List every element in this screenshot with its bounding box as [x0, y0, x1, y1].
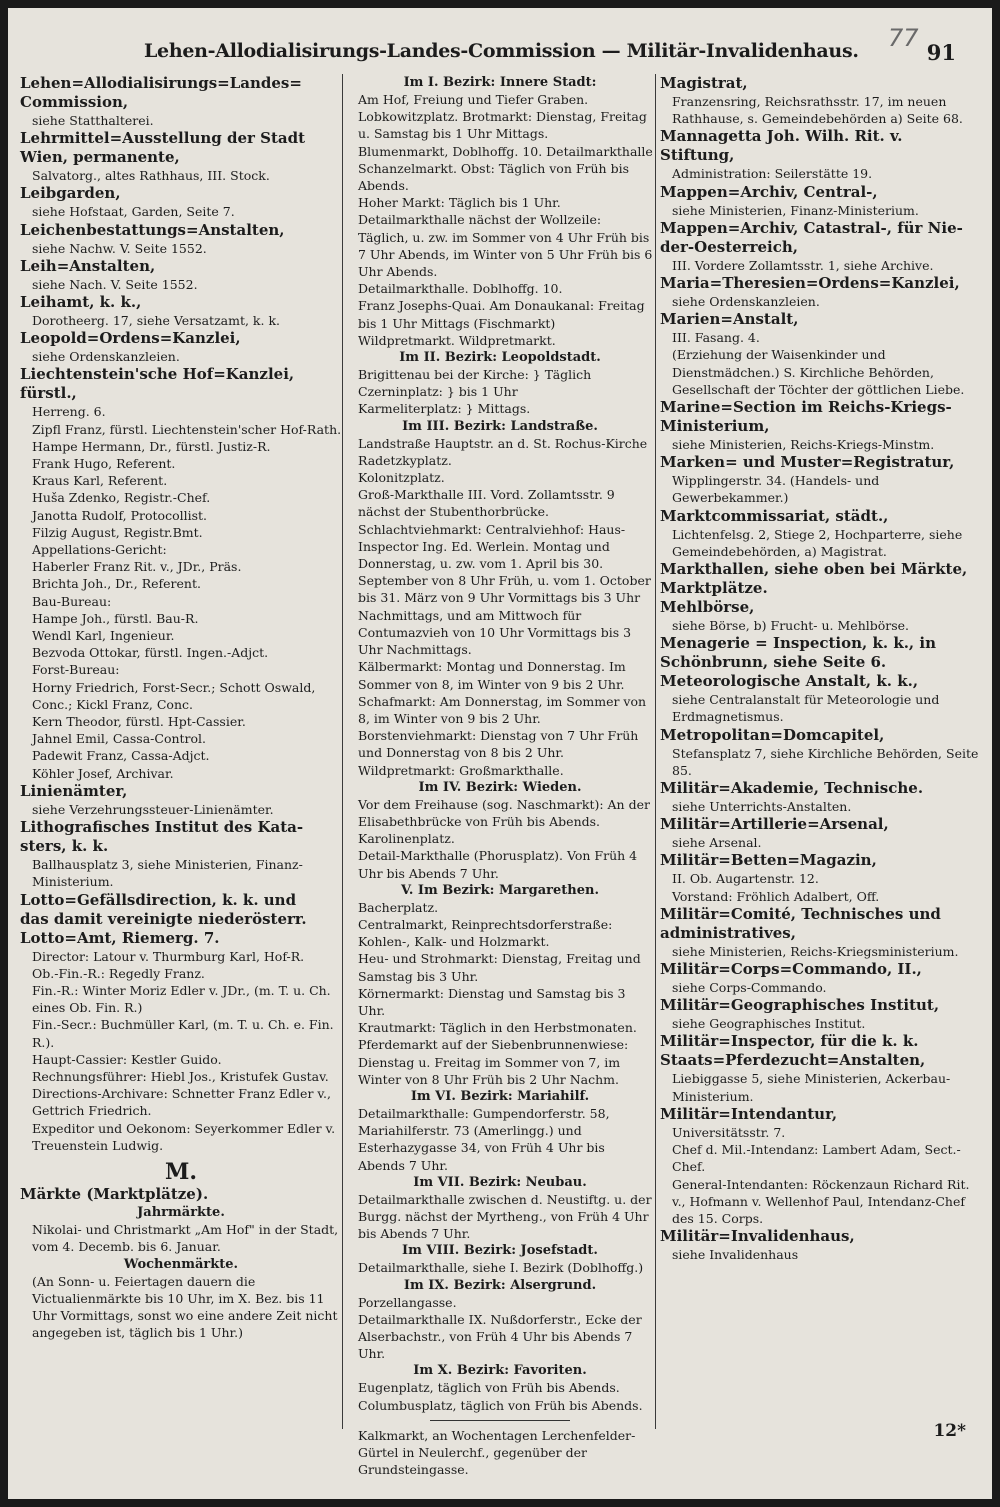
entry-heading: Marktcommissariat, städt.,	[660, 506, 889, 525]
section-subheading: Im III. Bezirk: Landstraße.	[402, 418, 598, 434]
text-line: Radetzkyplatz.	[358, 452, 452, 468]
entry-heading-cont: Wien, permanente,	[20, 148, 180, 167]
entry-heading: Leichenbestattungs=Anstalten,	[20, 220, 285, 239]
entry-heading: Militär=Artillerie=Arsenal,	[660, 815, 889, 834]
directory-entry	[20, 129, 342, 184]
text-line: Schanzelmarkt. Obst: Täglich von Früh bis Abends.	[358, 160, 629, 194]
entry-line: Herreng. 6.	[32, 404, 106, 420]
entry-line: Directions-Archivare: Schnetter Franz Edler v., Gettrich Friedrich.	[32, 1086, 331, 1119]
section-subheading: Jahrmärkte.	[137, 1205, 225, 1221]
printer-signature: 12*	[933, 1421, 966, 1441]
entry-line: Haupt-Cassier: Kestler Guido.	[32, 1051, 222, 1067]
directory-entry	[660, 598, 982, 634]
section-subheading: Im VI. Bezirk: Mariahilf.	[410, 1088, 590, 1104]
entry-heading: Militär=Inspector, für die k. k.	[660, 1032, 919, 1051]
entry-heading: Lehrmittel=Ausstellung der Stadt	[20, 129, 306, 148]
entry-line: Chef d. Mil.-Intendanz: Lambert Adam, Sect.-Chef.	[672, 1142, 961, 1175]
directory-entry	[660, 127, 982, 182]
text-line: Franz Josephs-Quai. Am Donaukanal: Freitag bis 1 Uhr Mittags (Fischmarkt)	[358, 298, 645, 331]
entry-heading: Militär=Comité, Technisches und	[660, 904, 941, 923]
entry-heading: Lithografisches Institut des Kata-	[20, 818, 304, 837]
entry-line: Kraus Karl, Referent.	[32, 473, 168, 489]
entry-line: siehe Corps-Commando.	[672, 980, 827, 996]
entry-line: Köhler Josef, Archivar.	[32, 765, 174, 781]
directory-entry	[20, 818, 342, 890]
text-line: Landstraße Hauptstr. an d. St. Rochus-Kirche	[358, 435, 648, 451]
text-line: Wildpretmarkt: Großmarkthalle.	[358, 762, 564, 778]
entry-heading-cont: Stiftung,	[660, 146, 735, 165]
page-number: 91	[926, 40, 956, 65]
section-subheading: Im I. Bezirk: Innere Stadt:	[403, 75, 597, 90]
text-line: Blumenmarkt, Doblhoffg. 10. Detailmarkthalle	[358, 143, 653, 159]
directory-entry	[660, 310, 982, 398]
directory-entry	[20, 293, 342, 329]
entry-heading-cont: Staats=Pferdezucht=Anstalten,	[660, 1051, 926, 1070]
entry-heading: Maria=Theresien=Ordens=Kanzlei,	[660, 274, 960, 293]
entry-heading-cont: sters, k. k.	[20, 837, 109, 856]
separator-rule	[430, 1420, 570, 1421]
entry-line: siehe Centralanstalt für Meteorologie und Erdmagnetismus.	[672, 692, 940, 725]
directory-entry	[660, 634, 982, 672]
entry-line: Huša Zdenko, Registr.-Chef.	[32, 490, 211, 506]
entry-line: Hampe Hermann, Dr., fürstl. Justiz-R.	[32, 438, 271, 454]
directory-entry	[660, 672, 982, 725]
column-middle	[346, 74, 654, 1478]
section-subheading: V. Im Bezirk: Margarethen.	[401, 882, 599, 898]
text-line: Am Hof, Freiung und Tiefer Graben.	[358, 92, 589, 107]
entry-line: Franzensring, Reichsrathsstr. 17, im neuen Rathhause, s. Gemeindebehörden a) Seite 68.	[672, 94, 963, 127]
text-line: Brigittenau bei der Kirche: } Täglich	[358, 367, 592, 383]
text-line: Kohlen-, Kalk- und Holzmarkt.	[358, 934, 550, 950]
entry-line: Ob.-Fin.-R.: Regedly Franz.	[32, 965, 205, 981]
entry-heading: Mehlbörse,	[660, 598, 755, 617]
entry-heading: Militär=Intendantur,	[660, 1104, 838, 1123]
column-divider	[655, 74, 656, 1429]
text-line: Nikolai- und Christmarkt „Am Hof" in der Stadt, vom 4. Decemb. bis 6. Januar.	[32, 1222, 339, 1255]
entry-line: siehe Ministerien, Finanz-Ministerium.	[672, 202, 919, 218]
entry-line: siehe Börse, b) Frucht- u. Mehlbörse.	[672, 618, 910, 634]
text-line: Hoher Markt: Täglich bis 1 Uhr.	[358, 195, 561, 211]
text-line: Wildpretmarkt. Wildpretmarkt.	[358, 332, 556, 348]
directory-entry	[660, 274, 982, 310]
entry-line: Kern Theodor, fürstl. Hpt-Cassier.	[32, 714, 246, 730]
entry-line: Ballhausplatz 3, siehe Ministerien, Finanz-Ministerium.	[32, 857, 303, 890]
section-subheading: Im IX. Bezirk: Alsergrund.	[403, 1277, 597, 1293]
text-line: Körnermarkt: Dienstag und Samstag bis 3 Uhr.	[358, 985, 626, 1018]
entry-line: siehe Verzehrungssteuer-Linienämter.	[32, 801, 274, 817]
entry-line: siehe Unterrichts-Anstalten.	[672, 799, 852, 815]
column-divider	[342, 74, 343, 1429]
entry-line: II. Ob. Augartenstr. 12.	[672, 871, 819, 887]
entry-line: (Erziehung der Waisenkinder und Dienstmädchen.) S. Kirchliche Behörden, Gesellschaft der Töchter der göttlichen Liebe.	[672, 347, 965, 397]
entry-heading: Markthallen, siehe oben bei Märkte,	[660, 560, 968, 579]
directory-entry	[20, 1185, 342, 1204]
entry-line: Jahnel Emil, Cassa-Control.	[32, 731, 207, 747]
entry-line: siehe Ordenskanzleien.	[672, 294, 820, 310]
entry-line: Filzig August, Registr.Bmt.	[32, 524, 203, 540]
entry-line: siehe Nachw. V. Seite 1552.	[32, 240, 207, 256]
directory-entry	[660, 1105, 982, 1227]
section-letter: M.	[164, 1158, 197, 1185]
text-line: Schafmarkt: Am Donnerstag, im Sommer von 8, im Winter von 9 bis 2 Uhr.	[358, 693, 647, 726]
text-line: Detail-Markthalle (Phorusplatz). Von Früh 4 Uhr bis Abends 7 Uhr.	[358, 848, 638, 881]
entry-line: Rechnungsführer: Hiebl Jos., Kristufek Gustav.	[32, 1068, 329, 1084]
directory-entry	[660, 996, 982, 1032]
text-line: Porzellangasse.	[358, 1294, 457, 1310]
entry-heading-cont: das damit vereinigte niederösterr.	[20, 909, 307, 928]
entry-heading: Linienämter,	[20, 781, 128, 800]
entry-line: III. Vordere Zollamtsstr. 1, siehe Archive.	[672, 257, 934, 273]
entry-line: Horny Friedrich, Forst-Secr.; Schott Oswald, Conc.; Kickl Franz, Conc.	[32, 679, 316, 712]
entry-heading: Mappen=Archiv, Central-,	[660, 182, 878, 201]
section-subheading: Im II. Bezirk: Leopoldstadt.	[399, 350, 601, 366]
entry-line: Padewit Franz, Cassa-Adjct.	[32, 748, 210, 764]
column-left	[20, 74, 342, 1464]
directory-entry	[660, 960, 982, 996]
entry-line: Wipplingerstr. 34. (Handels- und Gewerbekammer.)	[672, 473, 880, 506]
entry-line: siehe Invalidenhaus	[672, 1247, 799, 1263]
entry-line: siehe Ministerien, Reichs-Kriegsministerium.	[672, 943, 959, 959]
section-subheading: Im VII. Bezirk: Neubau.	[413, 1174, 587, 1190]
pencil-annotation: 77	[888, 24, 919, 52]
directory-entry	[20, 329, 342, 365]
entry-heading: Leibgarden,	[20, 184, 121, 203]
entry-heading: Märkte (Marktplätze).	[20, 1185, 209, 1204]
entry-line: Janotta Rudolf, Protocollist.	[32, 507, 208, 523]
section-subheading: Im X. Bezirk: Favoriten.	[413, 1363, 587, 1379]
entry-heading: Militär=Corps=Commando, II.,	[660, 960, 922, 979]
entry-line: Appellations-Gericht:	[32, 542, 167, 558]
text-line: Detailmarkthalle zwischen d. Neustiftg. u. der Burgg. nächst der Myrtheng., von Früh 4 Uhr bis Abends 7 Uhr.	[358, 1191, 652, 1242]
text-line: Centralmarkt, Reinprechtsdorferstraße:	[358, 916, 613, 932]
section-subheading: Im VIII. Bezirk: Josefstadt.	[402, 1243, 598, 1259]
text-line: Detailmarkthalle, siehe I. Bezirk (Doblhoffg.)	[358, 1260, 644, 1276]
entry-heading-cont: Commission,	[20, 93, 129, 111]
text-line: Pferdemarkt auf der Siebenbrunnenwiese: Dienstag u. Freitag im Sommer von 7, im Winter von 8 Uhr Früh bis 2 Uhr Nachm.	[358, 1037, 629, 1087]
entry-heading: Meteorologische Anstalt, k. k.,	[660, 672, 919, 691]
entry-heading: Magistrat,	[660, 74, 748, 92]
entry-line: Dorotheerg. 17, siehe Versatzamt, k. k.	[32, 313, 280, 329]
entry-heading: Metropolitan=Domcapitel,	[660, 725, 885, 744]
directory-entry	[20, 782, 342, 818]
directory-entry	[20, 184, 342, 220]
entry-line: Universitätsstr. 7.	[672, 1124, 786, 1140]
entry-line: Director: Latour v. Thurmburg Karl, Hof-R.	[32, 948, 305, 964]
text-line: Detailmarkthalle. Doblhoffg. 10.	[358, 281, 563, 297]
directory-entry	[660, 779, 982, 815]
entry-heading: Menagerie = Inspection, k. k., in	[660, 634, 936, 653]
entry-heading: Marien=Anstalt,	[660, 310, 799, 329]
entry-heading-cont: Ministerium,	[660, 417, 770, 436]
section-subheading: Im IV. Bezirk: Wieden.	[418, 779, 582, 795]
directory-entry	[660, 183, 982, 219]
entry-heading: Lotto=Gefällsdirection, k. k. und	[20, 890, 297, 909]
directory-entry	[20, 929, 342, 1154]
directory-entry	[660, 851, 982, 904]
entry-line: siehe Ministerien, Reichs-Kriegs-Minstm.	[672, 437, 935, 453]
entry-line: Administration: Seilerstätte 19.	[672, 166, 873, 182]
entry-heading: Leihamt, k. k.,	[20, 293, 142, 312]
entry-heading: Marken= und Muster=Registratur,	[660, 453, 955, 472]
text-line: (An Sonn- u. Feiertagen dauern die Victualienmärkte bis 10 Uhr, im X. Bez. bis 11 Uhr Vormittags, sonst wo eine andere Zeit nicht angegeben ist, täglich bis 1 Uhr.)	[32, 1273, 338, 1341]
text-line: Columbusplatz, täglich von Früh bis Abends.	[358, 1397, 643, 1413]
entry-heading: Lehen=Allodialisirungs=Landes=	[20, 74, 302, 92]
directory-entry	[660, 905, 982, 960]
entry-line: Lichtenfelsg. 2, Stiege 2, Hochparterre, siehe Gemeindebehörden, a) Magistrat.	[672, 526, 963, 559]
column-right	[660, 74, 982, 1464]
entry-line: Frank Hugo, Referent.	[32, 456, 176, 472]
entry-line: Stefansplatz 7, siehe Kirchliche Behörden, Seite 85.	[672, 745, 979, 778]
entry-heading: Mannagetta Joh. Wilh. Rit. v.	[660, 127, 903, 146]
entry-heading-cont: administratives,	[660, 923, 796, 942]
text-line: Detailmarkthalle IX. Nußdorferstr., Ecke der Alserbachstr., von Früh 4 Uhr bis Abends 7 Uhr.	[358, 1311, 642, 1362]
entry-heading: Militär=Betten=Magazin,	[660, 851, 877, 870]
directory-entry	[660, 560, 982, 598]
directory-entry	[660, 815, 982, 851]
directory-entry	[20, 891, 342, 929]
entry-line: Zipfl Franz, fürstl. Liechtenstein'scher Hof-Rath.	[32, 421, 342, 437]
entry-line: Expeditor und Oekonom: Seyerkommer Edler v. Treuenstein Ludwig.	[32, 1120, 336, 1153]
entry-line: Forst-Bureau:	[32, 662, 120, 678]
entry-heading: Marine=Section im Reichs-Kriegs-	[660, 398, 952, 417]
text-line: Kalkmarkt, an Wochentagen Lerchenfelder-Gürtel in Neulerchf., gegenüber der Grundsteingasse.	[358, 1427, 636, 1478]
entry-line: Bau-Bureau:	[32, 593, 112, 609]
text-line: Czerninplatz: } bis 1 Uhr	[358, 384, 518, 400]
entry-line: Fin.-R.: Winter Moriz Edler v. JDr., (m. T. u. Ch. eines Ob. Fin. R.)	[32, 982, 331, 1016]
entry-heading-cont: Marktplätze.	[660, 579, 768, 598]
text-line: Detailmarkthalle nächst der Wollzeile: Täglich, u. zw. im Sommer von 4 Uhr Früh bis 7 Uhr Abends, im Winter von 5 Uhr Früh bis 6 Uhr Abends.	[358, 212, 653, 280]
section-subheading: Wochenmärkte.	[123, 1256, 239, 1272]
directory-entry	[660, 507, 982, 560]
entry-line: Haberler Franz Rit. v., JDr., Präs.	[32, 559, 242, 575]
text-line: Karmeliterplatz: } Mittags.	[358, 401, 531, 417]
entry-line: III. Fasang. 4.	[672, 330, 760, 346]
directory-entry	[660, 1227, 982, 1263]
entry-line: siehe Arsenal.	[672, 835, 762, 851]
entry-line: siehe Ordenskanzleien.	[32, 349, 180, 365]
entry-line: Wendl Karl, Ingenieur.	[32, 628, 175, 644]
text-line: Karolinenplatz.	[358, 831, 455, 847]
entry-line: Brichta Joh., Dr., Referent.	[32, 576, 201, 592]
entry-line: siehe Nach. V. Seite 1552.	[32, 276, 198, 292]
directory-entry	[660, 74, 982, 127]
entry-heading: Militär=Akademie, Technische.	[660, 779, 924, 798]
directory-entry	[660, 726, 982, 779]
text-line: Detailmarkthalle: Gumpendorferstr. 58, Mariahilferstr. 73 (Amerlingg.) und Esterhazygasse 34, von Früh 4 Uhr bis Abends 7 Uhr.	[358, 1105, 610, 1173]
text-line: Eugenplatz, täglich von Früh bis Abends.	[358, 1380, 620, 1396]
entry-heading-cont: der-Oesterreich,	[660, 237, 798, 256]
text-line: Groß-Markthalle III. Vord. Zollamtsstr. 9 nächst der Stubenthorbrücke.	[358, 487, 615, 520]
entry-line: Hampe Joh., fürstl. Bau-R.	[32, 610, 199, 626]
directory-entry	[660, 398, 982, 453]
text-line: Heu- und Strohmarkt: Dienstag, Freitag und Samstag bis 3 Uhr.	[358, 951, 641, 984]
directory-entry	[660, 453, 982, 506]
entry-line: Liebiggasse 5, siehe Ministerien, Ackerbau-Ministerium.	[672, 1071, 951, 1104]
directory-entry	[660, 219, 982, 274]
entry-heading: Leih=Anstalten,	[20, 256, 156, 275]
entry-heading: Mappen=Archiv, Catastral-, für Nie-	[660, 218, 963, 237]
entry-heading-cont: Schönbrunn, siehe Seite 6.	[660, 653, 887, 672]
text-line: Bacherplatz.	[358, 899, 439, 915]
entry-line: Bezvoda Ottokar, fürstl. Ingen.-Adjct.	[32, 645, 269, 661]
text-line: Kolonitzplatz.	[358, 470, 445, 486]
book-page	[8, 8, 992, 1499]
text-line: Lobkowitzplatz. Brotmarkt: Dienstag, Freitag u. Samstag bis 1 Uhr Mittags.	[358, 109, 647, 142]
running-head: Lehen-Allodialisirungs-Landes-Commission — Militär-Invalidenhaus.	[144, 40, 859, 62]
entry-line: Vorstand: Fröhlich Adalbert, Off.	[672, 888, 880, 904]
entry-line: siehe Statthalterei.	[32, 113, 154, 128]
directory-entry	[20, 74, 342, 129]
entry-line: Salvatorg., altes Rathhaus, III. Stock.	[32, 168, 270, 184]
text-line: Schlachtviehmarkt: Centralviehhof: Haus-Inspector Ing. Ed. Werlein. Montag und Donnerstag, u. zw. vom 1. April bis 30. September von 8 Uhr Früh, u. vom 1. October bis 31. März von 9 Uhr Vormittags bis 3 Uhr Nachmittags, und am Mittwoch für Contumazvieh von 10 Uhr Vormittags bis 3 Uhr Nachmittags.	[358, 521, 651, 658]
entry-heading: Leopold=Ordens=Kanzlei,	[20, 329, 241, 348]
directory-entry	[660, 1032, 982, 1104]
entry-heading: Militär=Invalidenhaus,	[660, 1227, 855, 1246]
directory-entry	[20, 221, 342, 257]
entry-line: General-Intendanten: Röckenzaun Richard Rit. v., Hofmann v. Wellenhof Paul, Intendanz-Chef des 15. Corps.	[672, 1176, 970, 1226]
entry-heading: Militär=Geographisches Institut,	[660, 996, 940, 1015]
entry-heading: Lotto=Amt, Riemerg. 7.	[20, 928, 220, 947]
text-line: Krautmarkt: Täglich in den Herbstmonaten.	[358, 1020, 637, 1036]
entry-heading: Liechtenstein'sche Hof=Kanzlei, fürstl.,	[20, 365, 295, 403]
directory-entry	[20, 257, 342, 293]
entry-line: siehe Geographisches Institut.	[672, 1016, 866, 1032]
directory-entry	[20, 365, 342, 781]
text-line: Kälbermarkt: Montag und Donnerstag. Im Sommer von 8, im Winter von 9 bis 2 Uhr.	[358, 659, 626, 692]
entry-line: Fin.-Secr.: Buchmüller Karl, (m. T. u. Ch. e. Fin. R.).	[32, 1017, 334, 1050]
text-line: Borstenviehmarkt: Dienstag von 7 Uhr Früh und Donnerstag von 8 bis 2 Uhr.	[358, 728, 639, 761]
text-line: Vor dem Freihause (sog. Naschmarkt): An der Elisabethbrücke von Früh bis Abends.	[358, 796, 650, 829]
page-header	[8, 24, 992, 76]
entry-line: siehe Hofstaat, Garden, Seite 7.	[32, 204, 235, 220]
